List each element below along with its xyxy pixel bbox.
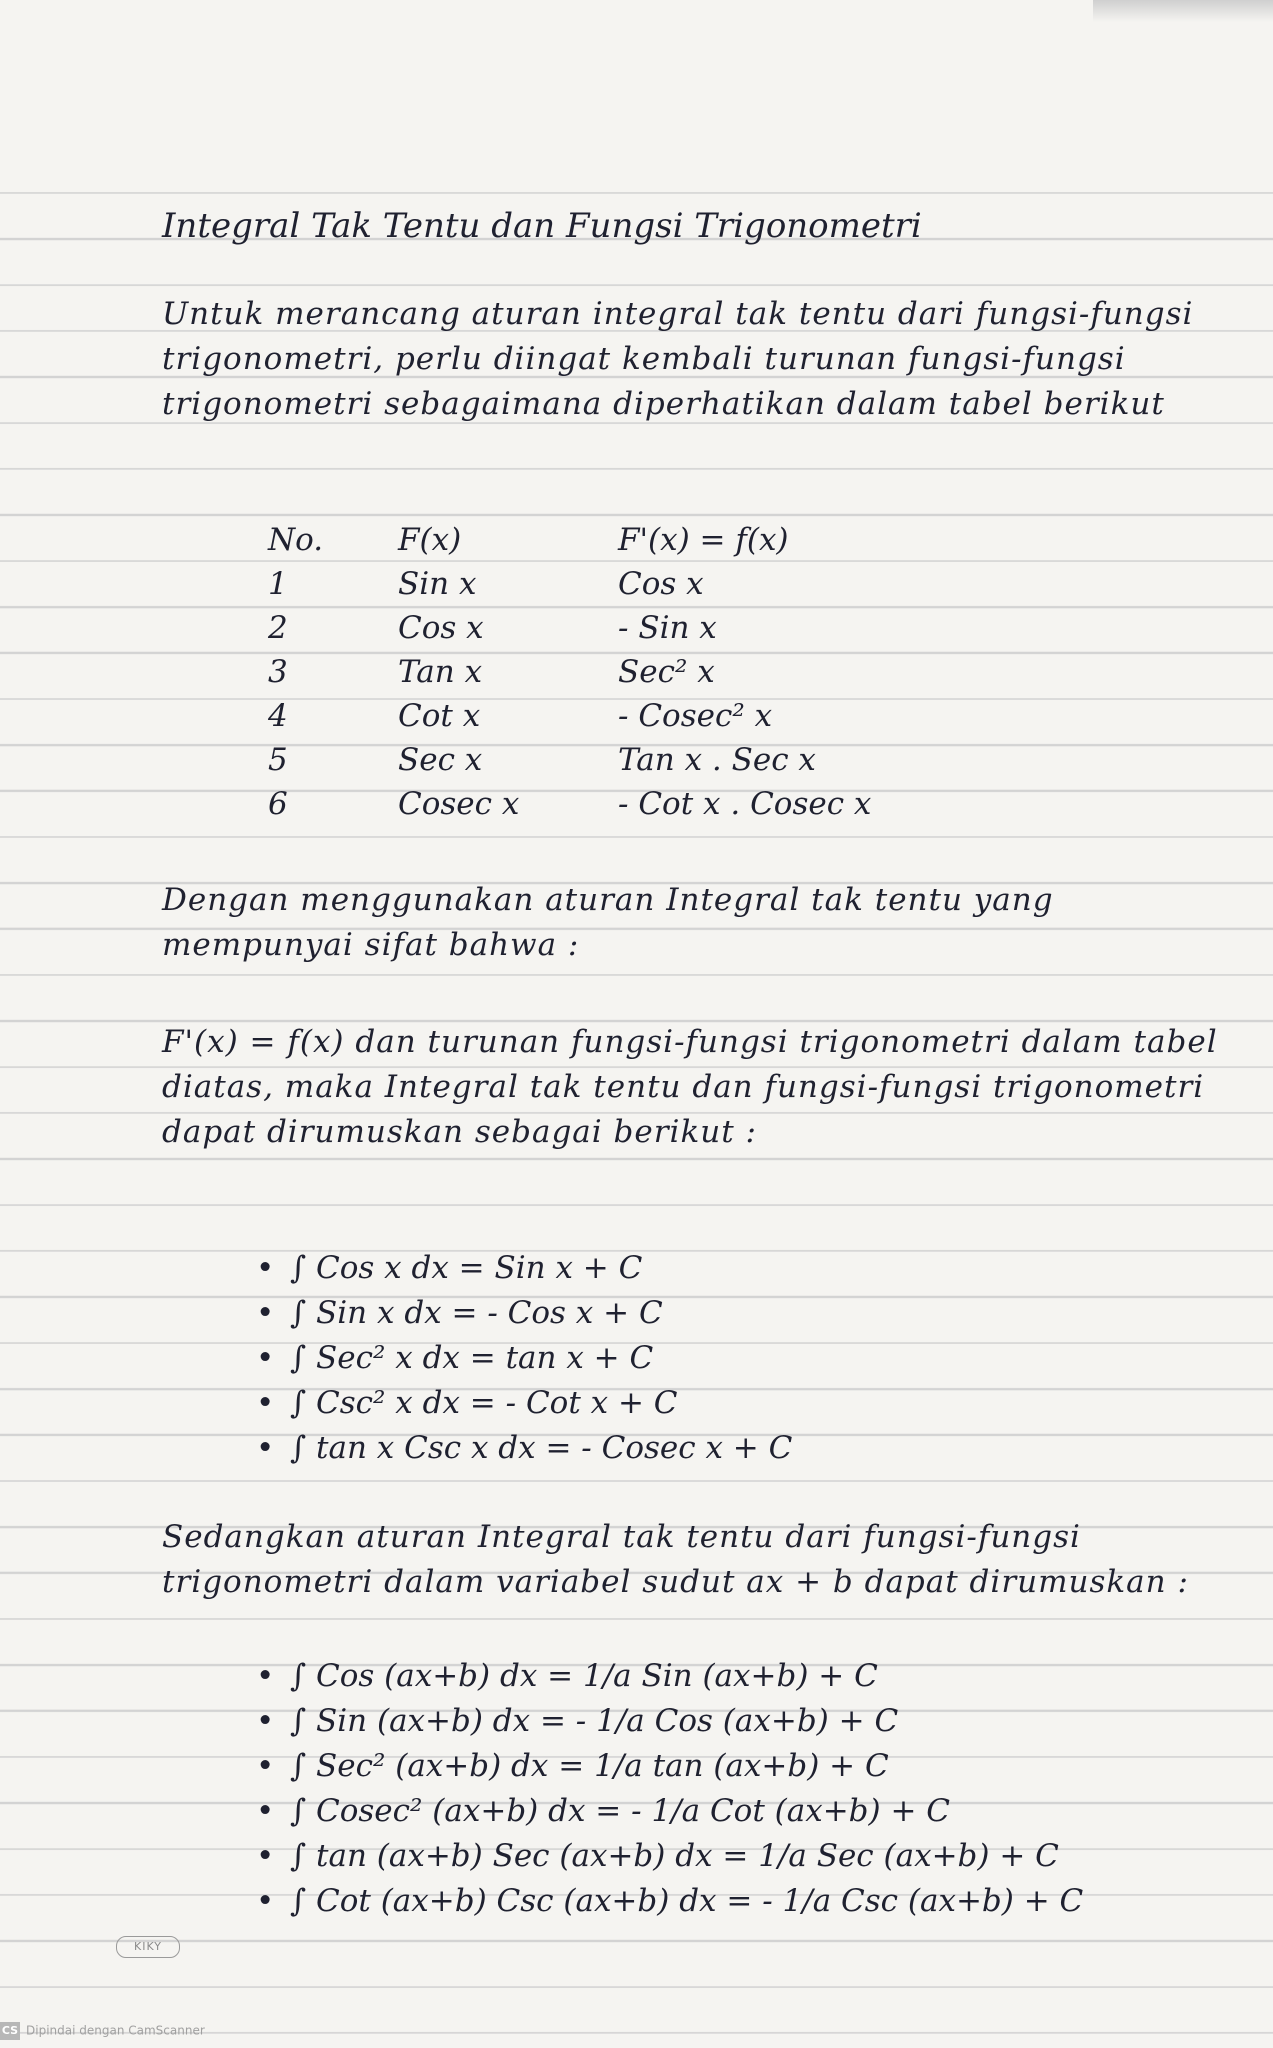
list-item [256,1381,792,1426]
page-corner-shadow [1093,0,1273,22]
formula: ∫ tan (ax+b) Sec (ax+b) dx = 1/a Sec (ax+b) + C [290,1838,1059,1874]
table-cell-function: Sec x [398,742,483,778]
table-cell-function: Sin x [398,566,477,602]
list-item [256,1789,1083,1834]
scanner-watermark [0,2022,205,2044]
bullet-icon: • [256,1385,275,1421]
table-cell-function: Cosec x [398,786,520,822]
formula: ∫ Cot (ax+b) Csc (ax+b) dx = - 1/a Csc (ax+b) + C [290,1883,1084,1919]
bullet-icon: • [256,1658,275,1694]
formula: ∫ Sin x dx = - Cos x + C [290,1295,663,1331]
variable-angle-integral-list [256,1654,1083,1924]
table-cell-derivative: Tan x . Sec x [618,742,816,778]
basic-integral-list [256,1246,792,1471]
bullet-icon: • [256,1838,275,1874]
bullet-icon: • [256,1883,275,1919]
bullet-icon: • [256,1748,275,1784]
table-cell-function: Cot x [398,698,481,734]
formula: ∫ Cos (ax+b) dx = 1/a Sin (ax+b) + C [290,1658,878,1694]
table-cell-derivative: Sec² x [618,654,715,690]
table-cell-no: 2 [268,610,288,646]
table-cell-function: Tan x [398,654,483,690]
page-title: Integral Tak Tentu dan Fungsi Trigonometri [162,206,922,246]
list-item [256,1699,1083,1744]
rule-paragraph: F'(x) = f(x) dan turunan fungsi-fungsi trigonometri dalam tabel diatas, maka Integral tak tentu dan fungsi-fungsi trigonometri dapat dirumuskan sebagai berikut : [162,1024,1218,1150]
table-cell-derivative: Cos x [618,566,704,602]
table-cell-no: 4 [268,698,288,734]
formula: ∫ Sin (ax+b) dx = - 1/a Cos (ax+b) + C [290,1703,899,1739]
table-cell-function: Cos x [398,610,484,646]
bullet-icon: • [256,1250,275,1286]
formula: ∫ Cosec² (ax+b) dx = - 1/a Cot (ax+b) + C [290,1793,951,1829]
bullet-icon: • [256,1340,275,1376]
table-cell-derivative: - Cosec² x [618,698,773,734]
intro-paragraph: Untuk merancang aturan integral tak tentu dari fungsi-fungsi trigonometri, perlu diingat kembali turunan fungsi-fungsi trigonometri sebagaimana diperhatikan dalam tabel berikut [162,296,1194,422]
scanner-watermark-text: Dipindai dengan CamScanner [26,2023,205,2038]
formula: ∫ Cos x dx = Sin x + C [290,1250,643,1286]
formula: ∫ Sec² x dx = tan x + C [290,1340,654,1376]
list-item [256,1744,1083,1789]
camscanner-icon: CS [0,2022,20,2040]
list-item [256,1426,792,1471]
bullet-icon: • [256,1430,275,1466]
table-cell-no: 5 [268,742,288,778]
bullet-icon: • [256,1793,275,1829]
bullet-icon: • [256,1295,275,1331]
table-cell-no: 3 [268,654,288,690]
table-cell-derivative: - Sin x [618,610,717,646]
property-paragraph: Dengan menggunakan aturan Integral tak tentu yang mempunyai sifat bahwa : [162,882,1054,963]
bullet-icon: • [256,1703,275,1739]
table-cell-no: 6 [268,786,288,822]
table-cell-no: 1 [268,566,288,602]
list-item [256,1246,792,1291]
list-item [256,1654,1083,1699]
table-cell-derivative: - Cot x . Cosec x [618,786,872,822]
table-header-fx: F(x) [398,522,462,558]
formula: ∫ Csc² x dx = - Cot x + C [290,1385,678,1421]
table-header-derivative: F'(x) = f(x) [618,522,789,558]
table-header-no: No. [268,522,324,558]
notebook-brand-stamp: KIKY [116,1936,180,1958]
list-item [256,1879,1083,1924]
variable-angle-paragraph: Sedangkan aturan Integral tak tentu dari fungsi-fungsi trigonometri dalam variabel sudut ax + b dapat dirumuskan : [162,1519,1189,1600]
formula: ∫ Sec² (ax+b) dx = 1/a tan (ax+b) + C [290,1748,889,1784]
list-item [256,1336,792,1381]
formula: ∫ tan x Csc x dx = - Cosec x + C [290,1430,793,1466]
list-item [256,1834,1083,1879]
list-item [256,1291,792,1336]
